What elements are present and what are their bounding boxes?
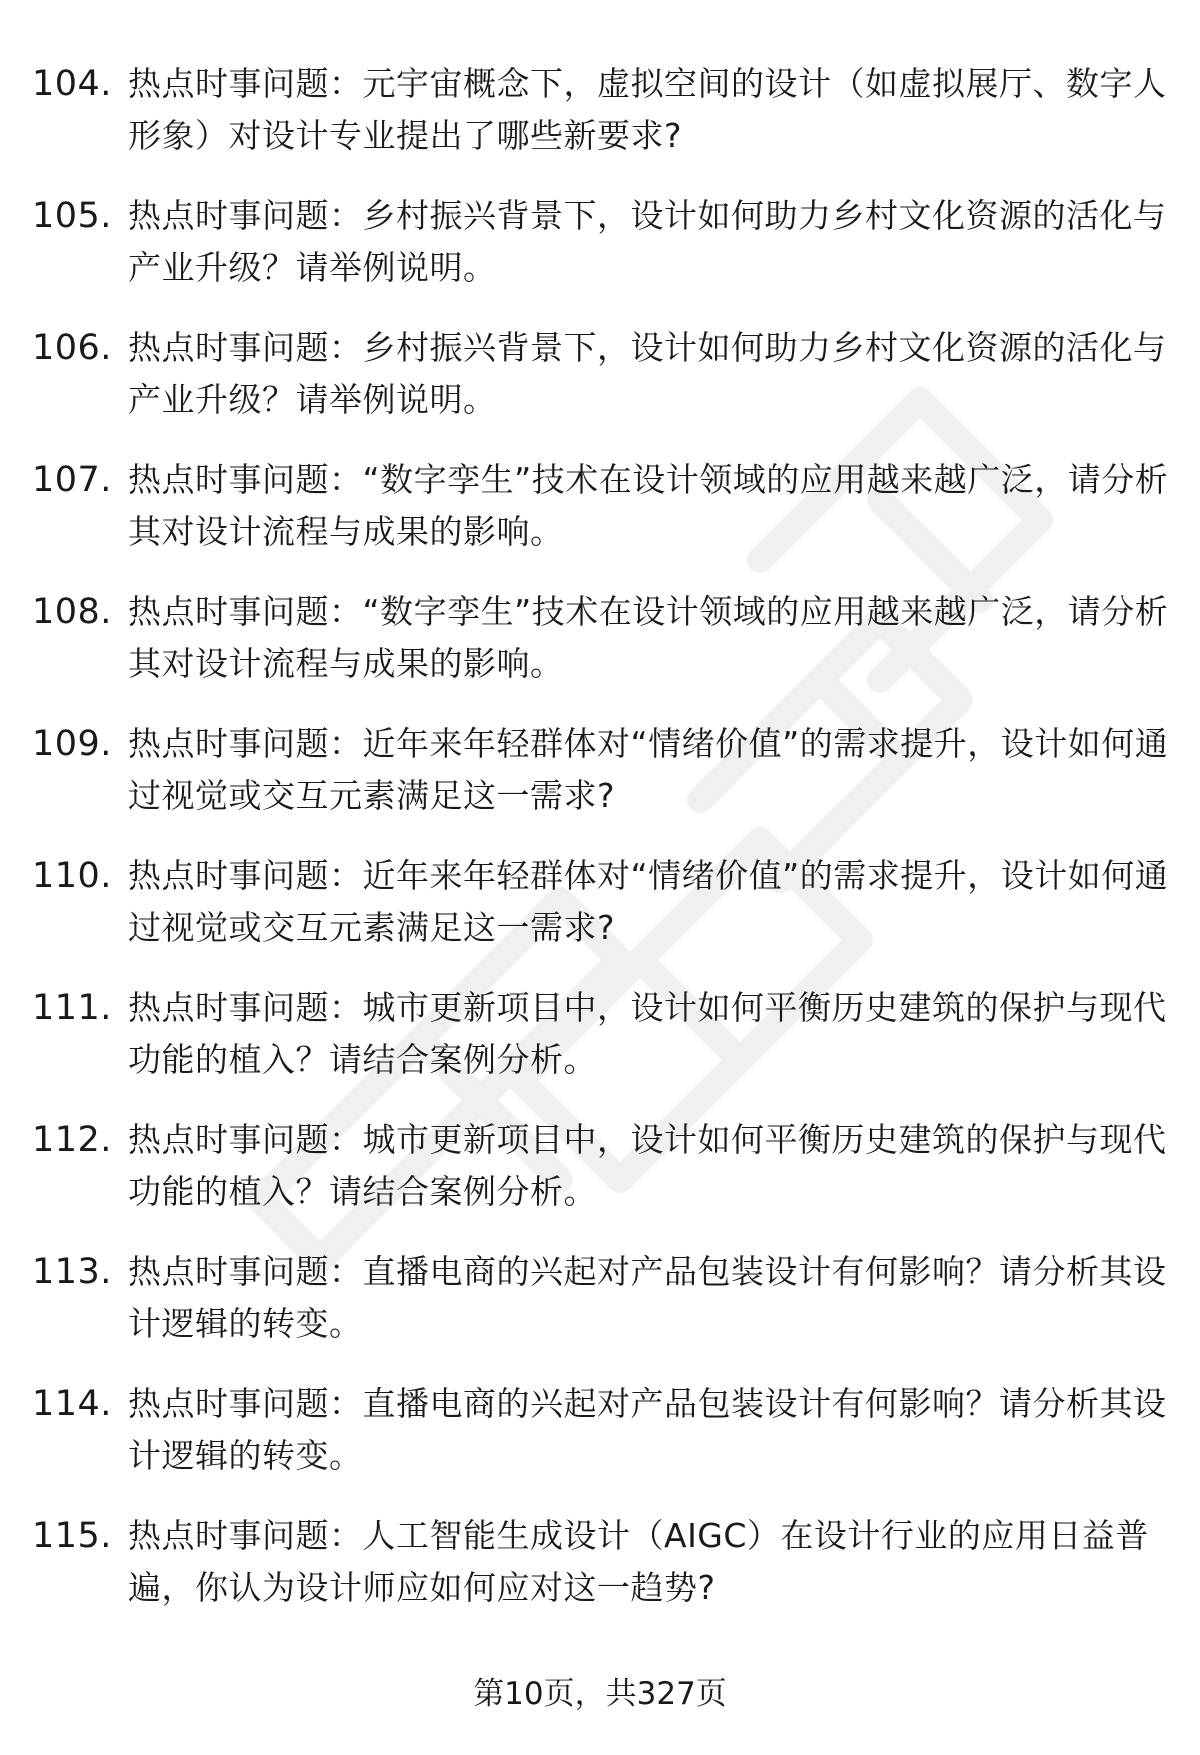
question-number: 110.: [32, 856, 112, 896]
question-text: 热点时事问题：人工智能生成设计（AIGC）在设计行业的应用日益普遍，你认为设计师应如何应对这一趋势?: [128, 1516, 1149, 1607]
question-item: [32, 58, 1172, 190]
question-text: 热点时事问题：近年来年轻群体对“情绪价值”的需求提升，设计如何通过视觉或交互元素满足这一需求?: [128, 856, 1169, 947]
question-item: [32, 1510, 1172, 1642]
page-footer: 第10页，共327页: [473, 1676, 727, 1712]
question-number: 104.: [32, 64, 112, 104]
question-item: [32, 1378, 1172, 1510]
question-text: 热点时事问题：“数字孪生”技术在设计领域的应用越来越广泛，请分析其对设计流程与成果的影响。: [128, 460, 1169, 551]
question-number: 107.: [32, 460, 112, 500]
question-text: 热点时事问题：直播电商的兴起对产品包装设计有何影响？请分析其设计逻辑的转变。: [128, 1252, 1167, 1343]
question-text: 热点时事问题：“数字孪生”技术在设计领域的应用越来越广泛，请分析其对设计流程与成果的影响。: [128, 592, 1169, 683]
question-item: [32, 1246, 1172, 1378]
question-item: [32, 982, 1172, 1114]
question-number: 113.: [32, 1252, 112, 1292]
question-text: 热点时事问题：近年来年轻群体对“情绪价值”的需求提升，设计如何通过视觉或交互元素满足这一需求?: [128, 724, 1169, 815]
question-text: 热点时事问题：直播电商的兴起对产品包装设计有何影响？请分析其设计逻辑的转变。: [128, 1384, 1167, 1475]
question-number: 115.: [32, 1516, 112, 1556]
question-text: 热点时事问题：元宇宙概念下，虚拟空间的设计（如虚拟展厅、数字人形象）对设计专业提出了哪些新要求?: [128, 64, 1167, 155]
question-item: [32, 718, 1172, 850]
question-item: [32, 1114, 1172, 1246]
question-item: [32, 850, 1172, 982]
question-number: 106.: [32, 328, 112, 368]
question-list: [32, 58, 1172, 1642]
question-item: [32, 454, 1172, 586]
question-number: 108.: [32, 592, 112, 632]
question-text: 热点时事问题：城市更新项目中，设计如何平衡历史建筑的保护与现代功能的植入？请结合案例分析。: [128, 988, 1167, 1079]
question-text: 热点时事问题：城市更新项目中，设计如何平衡历史建筑的保护与现代功能的植入？请结合案例分析。: [128, 1120, 1167, 1211]
question-number: 109.: [32, 724, 112, 764]
question-text: 热点时事问题：乡村振兴背景下，设计如何助力乡村文化资源的活化与产业升级？请举例说明。: [128, 196, 1167, 287]
question-text: 热点时事问题：乡村振兴背景下，设计如何助力乡村文化资源的活化与产业升级？请举例说明。: [128, 328, 1167, 419]
question-item: [32, 322, 1172, 454]
question-item: [32, 190, 1172, 322]
question-number: 112.: [32, 1120, 112, 1160]
question-number: 105.: [32, 196, 112, 236]
question-number: 114.: [32, 1384, 112, 1424]
question-item: [32, 586, 1172, 718]
question-number: 111.: [32, 988, 112, 1028]
